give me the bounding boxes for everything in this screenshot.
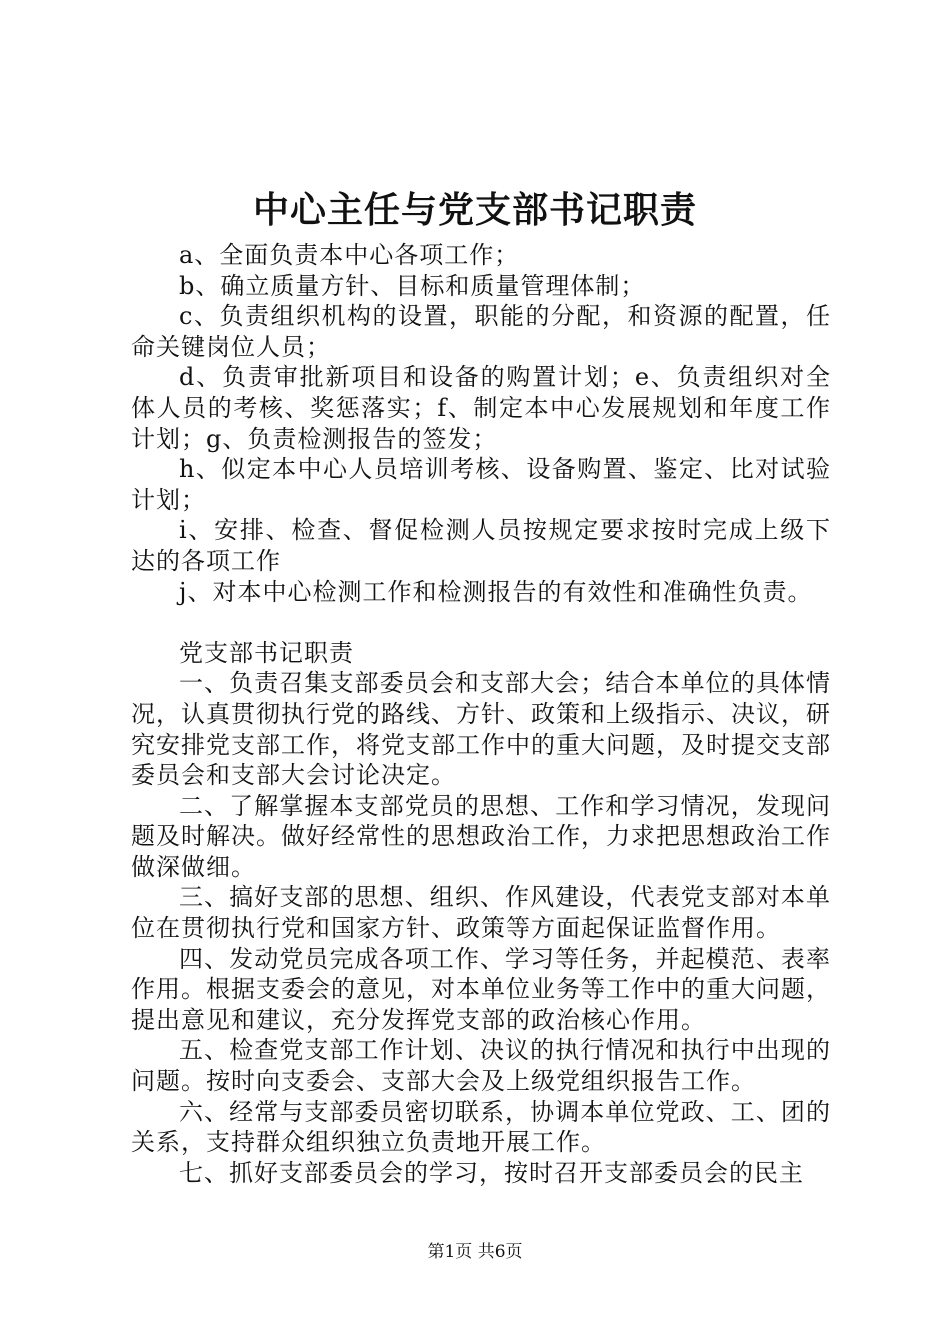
document-title: 中心主任与党支部书记职责 [252, 189, 697, 231]
secretary-duty-4: 四、发动党员完成各项工作、学习等任务，并起模范、表率作用。根据支委会的意见，对本单位业务等工作中的重大问题，提出意见和建议，充分发挥党支部的政治核心作用。 [131, 944, 831, 1034]
duty-item-h: h、似定本中心人员培训考核、设备购置、鉴定、比对试验计划； [131, 455, 831, 514]
duty-item-c: c、负责组织机构的设置，职能的分配，和资源的配置，任命关键岗位人员； [131, 302, 831, 361]
duty-item-d-g: d、负责审批新项目和设备的购置计划；e、负责组织对全体人员的考核、奖惩落实；f、制定本中心发展规划和年度工作计划；g、负责检测报告的签发； [131, 363, 831, 453]
document-body [131, 240, 831, 1188]
secretary-duty-1: 一、负责召集支部委员会和支部大会；结合本单位的具体情况，认真贯彻执行党的路线、方针、政策和上级指示、决议，研究安排党支部工作，将党支部工作中的重大问题，及时提交支部委员会和支部大会讨论决定。 [131, 669, 831, 790]
page-number-footer: 第1页 共6页 [427, 1242, 523, 1262]
secretary-duty-7: 七、抓好支部委员会的学习，按时召开支部委员会的民主 [179, 1158, 804, 1187]
duty-item-j: j、对本中心检测工作和检测报告的有效性和准确性负责。 [179, 577, 813, 606]
duty-item-a: a、全面负责本中心各项工作； [179, 241, 520, 269]
secretary-duty-6: 六、经常与支部委员密切联系，协调本单位党政、工、团的关系，支持群众组织独立负责地开展工作。 [131, 1097, 831, 1157]
duty-item-i: i、安排、检查、督促检测人员按规定要求按时完成上级下达的各项工作 [131, 516, 831, 575]
secretary-duty-5: 五、检查党支部工作计划、决议的执行情况和执行中出现的问题。按时向支委会、支部大会及上级党组织报告工作。 [131, 1036, 831, 1096]
duty-item-b: b、确立质量方针、目标和质量管理体制； [179, 271, 646, 300]
secretary-duty-2: 二、了解掌握本支部党员的思想、工作和学习情况，发现问题及时解决。做好经常性的思想政治工作，力求把思想政治工作做深做细。 [131, 791, 831, 881]
section-heading: 党支部书记职责 [179, 638, 354, 667]
secretary-duty-3: 三、搞好支部的思想、组织、作风建设，代表党支部对本单位在贯彻执行党和国家方针、政策等方面起保证监督作用。 [131, 883, 831, 943]
